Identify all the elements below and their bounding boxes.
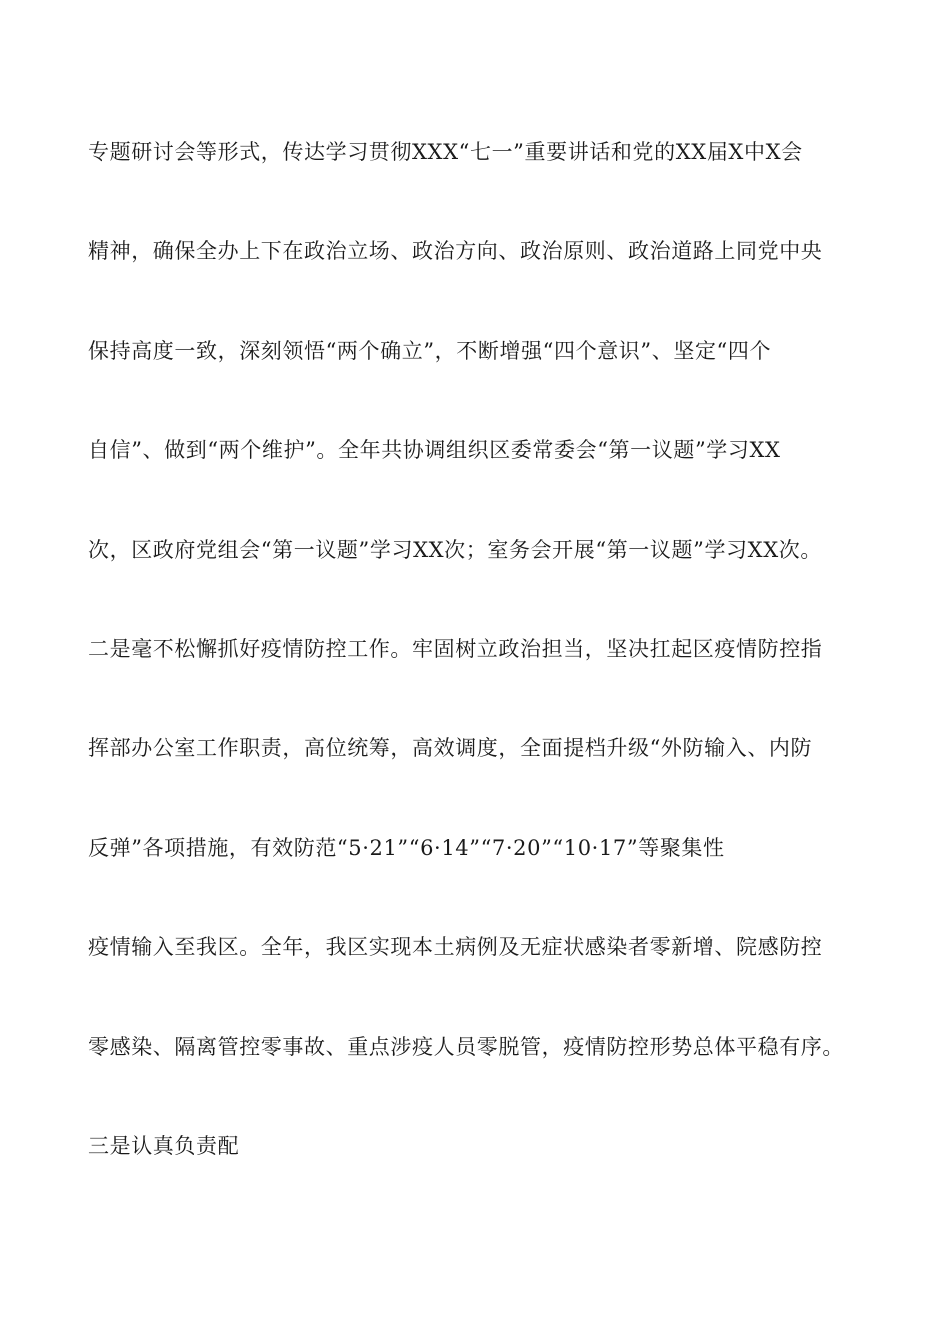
paragraph-line: 三是认真负责配 [88,1134,240,1158]
paragraph-line: 零感染、隔离管控零事故、重点涉疫人员零脱管，疫情防控形势总体平稳有序。 [88,1035,844,1059]
paragraph-line: 精神，确保全办上下在政治立场、政治方向、政治原则、政治道路上同党中央 [88,239,823,263]
paragraph-line: 自信”、做到“两个维护”。全年共协调组织区委常委会“第一议题”学习XX [88,438,781,462]
paragraph-line: 保持高度一致，深刻领悟“两个确立”，不断增强“四个意识”、坚定“四个 [88,339,772,363]
paragraph-line: 疫情输入至我区。全年，我区实现本土病例及无症状感染者零新增、院感防控 [88,935,823,959]
paragraph-line: 专题研讨会等形式，传达学习贯彻XXX“七一”重要讲话和党的XX届X中X会 [88,140,803,164]
paragraph-line: 反弹”各项措施，有效防范“5·21”“6·14”“7·20”“10·17”等聚集性 [88,836,725,860]
paragraph-line: 二是毫不松懈抓好疫情防控工作。牢固树立政治担当，坚决扛起区疫情防控指 [88,637,823,661]
paragraph-line: 挥部办公室工作职责，高位统筹，高效调度，全面提档升级“外防输入、内防 [88,736,813,760]
paragraph-line: 次，区政府党组会“第一议题”学习XX次；室务会开展“第一议题”学习XX次。 [88,538,822,562]
